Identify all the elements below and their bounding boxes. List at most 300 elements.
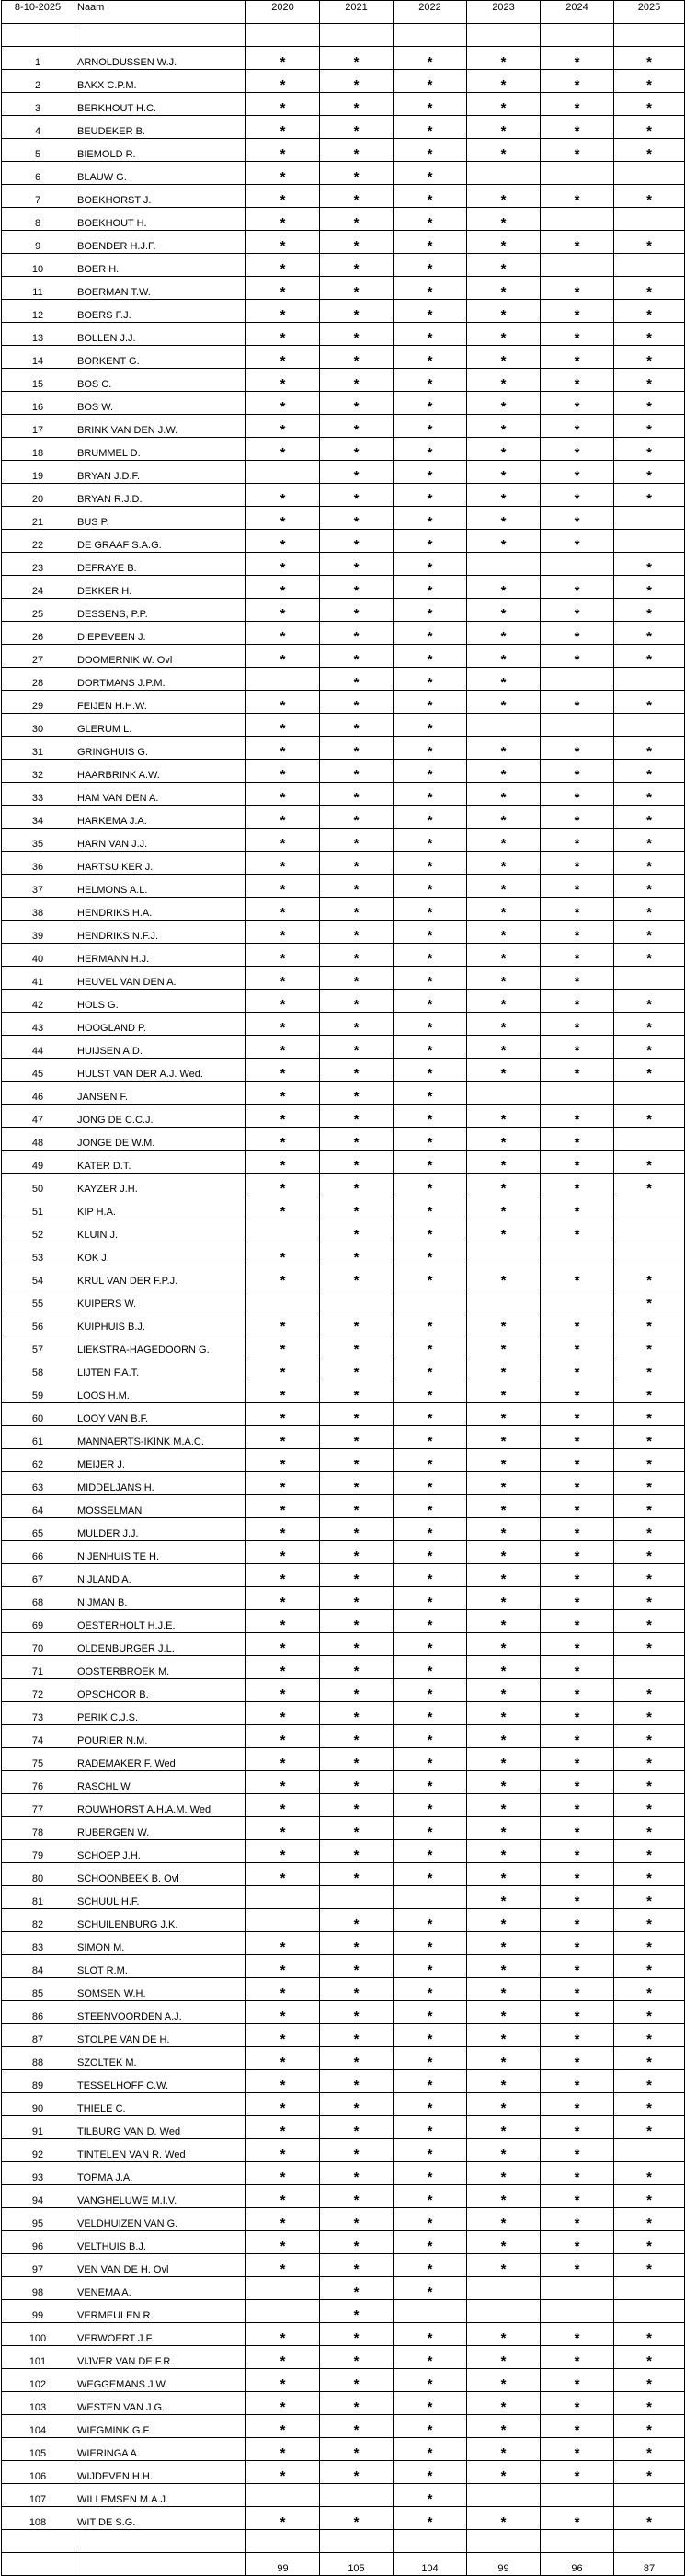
year-mark-2024 [541,1288,614,1311]
year-mark-2021: * [320,1932,394,1955]
year-mark-2024: * [541,2346,614,2369]
year-mark-2024: * [541,1541,614,1564]
year-mark-2024: * [541,2392,614,2415]
member-name: BOENDER H.J.F. [74,231,246,254]
year-mark-2025 [614,1656,685,1679]
year-mark-2023: * [467,116,541,139]
row-number: 85 [2,1978,74,2001]
year-mark-2020: * [246,231,320,254]
year-mark-2023: * [467,2392,541,2415]
year-mark-2023 [467,1082,541,1105]
year-mark-2021: * [320,944,394,967]
year-mark-2024: * [541,2185,614,2208]
member-name: HENDRIKS N.F.J. [74,921,246,944]
year-mark-2023: * [467,1679,541,1702]
year-mark-2024: * [541,852,614,875]
table-row [2,254,685,277]
year-mark-2020: * [246,2162,320,2185]
table-row [2,806,685,829]
year-mark-2023: * [467,1771,541,1794]
year-mark-2022: * [394,944,467,967]
row-number: 34 [2,806,74,829]
row-number: 16 [2,392,74,415]
year-mark-2023: * [467,1059,541,1082]
year-mark-2024: * [541,231,614,254]
totals-row [2,2553,685,2576]
member-name: HOLS G. [74,990,246,1013]
year-mark-2022: * [394,1725,467,1748]
year-mark-2023 [467,2277,541,2300]
year-mark-2021: * [320,1196,394,1219]
year-mark-2024: * [541,461,614,484]
year-mark-2025: * [614,2507,685,2530]
year-mark-2023: * [467,1334,541,1357]
table-row [2,1334,685,1357]
year-mark-2023: * [467,346,541,369]
member-name: BRYAN J.D.F. [74,461,246,484]
row-number: 42 [2,990,74,1013]
member-name: DORTMANS J.P.M. [74,668,246,691]
year-mark-2025: * [614,1932,685,1955]
table-row [2,737,685,760]
table-row [2,2093,685,2116]
table-row [2,1794,685,1817]
table-row [2,162,685,185]
year-mark-2024: * [541,921,614,944]
year-mark-2020: * [246,1265,320,1288]
year-mark-2023: * [467,1357,541,1380]
year-mark-2025: * [614,323,685,346]
year-mark-2025: * [614,346,685,369]
year-mark-2024: * [541,1817,614,1840]
year-mark-2025: * [614,944,685,967]
row-number: 31 [2,737,74,760]
blank-row [2,2530,685,2553]
year-mark-2022: * [394,2070,467,2093]
year-mark-2021: * [320,484,394,507]
year-mark-2025: * [614,599,685,622]
year-mark-2023: * [467,2024,541,2047]
year-mark-2024: * [541,93,614,116]
member-name: JANSEN F. [74,1082,246,1105]
year-mark-2024: * [541,645,614,668]
year-mark-2022: * [394,254,467,277]
year-mark-2024: * [541,1886,614,1909]
year-mark-2020: * [246,162,320,185]
year-mark-2024: * [541,1909,614,1932]
year-mark-2020: * [246,1128,320,1151]
member-name: VANGHELUWE M.I.V. [74,2185,246,2208]
year-mark-2025: * [614,2254,685,2277]
row-number: 21 [2,507,74,530]
table-row [2,1564,685,1587]
year-mark-2022: * [394,1311,467,1334]
year-mark-2023: * [467,1403,541,1426]
year-mark-2025: * [614,1886,685,1909]
year-mark-2022: * [394,1082,467,1105]
year-mark-2020: * [246,2093,320,2116]
year-mark-2020: * [246,875,320,898]
year-mark-2025: * [614,898,685,921]
total-2020: 99 [246,2553,320,2576]
table-row [2,1472,685,1495]
table-row [2,553,685,576]
year-mark-2021: * [320,1334,394,1357]
year-mark-2023: * [467,668,541,691]
blank-cell [394,2530,467,2553]
member-name: DOOMERNIK W. Ovl [74,645,246,668]
year-mark-2021: * [320,852,394,875]
table-row [2,1357,685,1380]
year-mark-2021: * [320,1357,394,1380]
year-mark-2025 [614,1128,685,1151]
year-mark-2021: * [320,1174,394,1196]
year-mark-2024: * [541,1495,614,1518]
year-mark-2025: * [614,1036,685,1059]
year-mark-2020: * [246,1794,320,1817]
year-mark-2024: * [541,2507,614,2530]
year-mark-2020: * [246,783,320,806]
row-number: 62 [2,1449,74,1472]
year-mark-2022: * [394,1105,467,1128]
table-row [2,93,685,116]
year-mark-2022: * [394,2461,467,2484]
row-number: 67 [2,1564,74,1587]
year-mark-2022: * [394,1564,467,1587]
table-row [2,461,685,484]
table-row [2,208,685,231]
table-row [2,1311,685,1334]
year-mark-2020: * [246,47,320,70]
member-name: BERKHOUT H.C. [74,93,246,116]
year-mark-2021: * [320,1242,394,1265]
blank-cell [74,2553,246,2576]
table-row [2,645,685,668]
member-name: DEFRAYE B. [74,553,246,576]
year-mark-2020: * [246,1105,320,1128]
member-name: LOOY VAN B.F. [74,1403,246,1426]
year-mark-2020: * [246,116,320,139]
table-row [2,2254,685,2277]
member-name: SCHOONBEEK B. Ovl [74,1863,246,1886]
table-row [2,1656,685,1679]
year-mark-2022: * [394,737,467,760]
header-year-2020: 2020 [246,1,320,24]
row-number: 90 [2,2093,74,2116]
year-mark-2021: * [320,691,394,714]
year-mark-2020: * [246,2024,320,2047]
year-mark-2022: * [394,530,467,553]
member-name: MIDDELJANS H. [74,1472,246,1495]
year-mark-2020: * [246,1541,320,1564]
year-mark-2023: * [467,1656,541,1679]
row-number: 81 [2,1886,74,1909]
year-mark-2023: * [467,1610,541,1633]
year-mark-2024: * [541,1449,614,1472]
member-name: STEENVOORDEN A.J. [74,2001,246,2024]
year-mark-2025: * [614,1403,685,1426]
year-mark-2021: * [320,139,394,162]
year-mark-2023: * [467,369,541,392]
year-mark-2025: * [614,622,685,645]
blank-cell [246,24,320,47]
year-mark-2024: * [541,484,614,507]
year-mark-2022: * [394,2208,467,2231]
year-mark-2023: * [467,2001,541,2024]
year-mark-2023: * [467,1817,541,1840]
year-mark-2020: * [246,70,320,93]
row-number: 28 [2,668,74,691]
year-mark-2024: * [541,1955,614,1978]
year-mark-2024: * [541,2116,614,2139]
year-mark-2020: * [246,829,320,852]
year-mark-2024: * [541,1610,614,1633]
year-mark-2020: * [246,1656,320,1679]
year-mark-2021: * [320,185,394,208]
year-mark-2021: * [320,2047,394,2070]
member-name: VIJVER VAN DE F.R. [74,2346,246,2369]
year-mark-2021: * [320,277,394,300]
year-mark-2025 [614,530,685,553]
year-mark-2020: * [246,990,320,1013]
year-mark-2023: * [467,1633,541,1656]
year-mark-2022: * [394,231,467,254]
table-row [2,1863,685,1886]
year-mark-2020: * [246,714,320,737]
member-name: NIJLAND A. [74,1564,246,1587]
member-name: OESTERHOLT H.J.E. [74,1610,246,1633]
table-row [2,346,685,369]
table-row [2,1932,685,1955]
member-name: KAYZER J.H. [74,1174,246,1196]
row-number: 15 [2,369,74,392]
year-mark-2022: * [394,2001,467,2024]
member-name: HEUVEL VAN DEN A. [74,967,246,990]
year-mark-2023: * [467,277,541,300]
member-name: MULDER J.J. [74,1518,246,1541]
year-mark-2022: * [394,783,467,806]
year-mark-2025: * [614,93,685,116]
year-mark-2023: * [467,2438,541,2461]
year-mark-2024: * [541,1380,614,1403]
year-mark-2022: * [394,2116,467,2139]
year-mark-2022: * [394,208,467,231]
year-mark-2023 [467,1288,541,1311]
year-mark-2020: * [246,1357,320,1380]
table-row [2,139,685,162]
year-mark-2025: * [614,438,685,461]
row-number: 57 [2,1334,74,1357]
year-mark-2023: * [467,1472,541,1495]
row-number: 10 [2,254,74,277]
year-mark-2025: * [614,1449,685,1472]
year-mark-2021: * [320,1472,394,1495]
row-number: 9 [2,231,74,254]
year-mark-2023: * [467,2116,541,2139]
year-mark-2022: * [394,1380,467,1403]
year-mark-2020: * [246,346,320,369]
table-row [2,2139,685,2162]
year-mark-2025: * [614,1426,685,1449]
row-number: 2 [2,70,74,93]
year-mark-2020: * [246,438,320,461]
table-row [2,1036,685,1059]
year-mark-2021: * [320,921,394,944]
year-mark-2025: * [614,553,685,576]
year-mark-2024: * [541,1863,614,1886]
year-mark-2024: * [541,1403,614,1426]
year-mark-2022: * [394,1541,467,1564]
year-mark-2022: * [394,622,467,645]
blank-cell [2,24,74,47]
year-mark-2020: * [246,392,320,415]
year-mark-2020 [246,1219,320,1242]
year-mark-2020: * [246,1817,320,1840]
year-mark-2023: * [467,484,541,507]
year-mark-2023: * [467,2093,541,2116]
member-name: VEN VAN DE H. Ovl [74,2254,246,2277]
year-mark-2024: * [541,2070,614,2093]
year-mark-2021: * [320,990,394,1013]
year-mark-2025: * [614,829,685,852]
year-mark-2022: * [394,1357,467,1380]
year-mark-2020: * [246,1311,320,1334]
year-mark-2022 [394,2300,467,2323]
member-name: TESSELHOFF C.W. [74,2070,246,2093]
year-mark-2021: * [320,1036,394,1059]
year-mark-2020: * [246,1242,320,1265]
table-row [2,1426,685,1449]
year-mark-2021: * [320,1426,394,1449]
year-mark-2024: * [541,415,614,438]
year-mark-2021: * [320,415,394,438]
year-mark-2023: * [467,829,541,852]
member-name: FEIJEN H.H.W. [74,691,246,714]
year-mark-2021: * [320,2231,394,2254]
year-mark-2025 [614,254,685,277]
year-mark-2025: * [614,1587,685,1610]
year-mark-2023 [467,1242,541,1265]
row-number: 103 [2,2392,74,2415]
year-mark-2021: * [320,2323,394,2346]
table-row [2,760,685,783]
year-mark-2021: * [320,1265,394,1288]
row-number: 11 [2,277,74,300]
year-mark-2021: * [320,47,394,70]
year-mark-2025: * [614,806,685,829]
year-mark-2023: * [467,1426,541,1449]
year-mark-2023: * [467,1886,541,1909]
member-name: POURIER N.M. [74,1725,246,1748]
row-number: 7 [2,185,74,208]
member-name: DEKKER H. [74,576,246,599]
member-name: GLERUM L. [74,714,246,737]
year-mark-2021: * [320,1702,394,1725]
year-mark-2024: * [541,1013,614,1036]
table-row [2,1541,685,1564]
member-name: STOLPE VAN DE H. [74,2024,246,2047]
blank-cell [541,2530,614,2553]
member-name: BOER H. [74,254,246,277]
year-mark-2021: * [320,1817,394,1840]
year-mark-2022: * [394,2024,467,2047]
year-mark-2024: * [541,1748,614,1771]
year-mark-2025: * [614,185,685,208]
row-number: 66 [2,1541,74,1564]
year-mark-2025: * [614,461,685,484]
year-mark-2025 [614,1242,685,1265]
member-name: WILLEMSEN M.A.J. [74,2484,246,2507]
member-name: HAM VAN DEN A. [74,783,246,806]
year-mark-2024: * [541,2231,614,2254]
year-mark-2022: * [394,1472,467,1495]
year-mark-2022: * [394,47,467,70]
year-mark-2025: * [614,1013,685,1036]
year-mark-2021: * [320,1656,394,1679]
row-number: 32 [2,760,74,783]
year-mark-2023: * [467,921,541,944]
table-row [2,829,685,852]
year-mark-2021: * [320,2254,394,2277]
year-mark-2022: * [394,1702,467,1725]
member-name: OPSCHOOR B. [74,1679,246,1702]
year-mark-2024: * [541,1426,614,1449]
year-mark-2022: * [394,1449,467,1472]
year-mark-2020: * [246,208,320,231]
row-number: 80 [2,1863,74,1886]
year-mark-2025: * [614,231,685,254]
table-row [2,1151,685,1174]
year-mark-2023: * [467,1495,541,1518]
year-mark-2020 [246,2300,320,2323]
year-mark-2020: * [246,2507,320,2530]
year-mark-2021: * [320,2139,394,2162]
year-mark-2025: * [614,2208,685,2231]
year-mark-2023: * [467,1151,541,1174]
table-row [2,1219,685,1242]
year-mark-2024: * [541,737,614,760]
year-mark-2024: * [541,576,614,599]
member-name: HULST VAN DER A.J. Wed. [74,1059,246,1082]
table-row [2,1105,685,1128]
member-name: LIEKSTRA-HAGEDOORN G. [74,1334,246,1357]
year-mark-2024: * [541,2024,614,2047]
year-mark-2022: * [394,1518,467,1541]
table-row [2,1059,685,1082]
year-mark-2025: * [614,1059,685,1082]
year-mark-2022: * [394,1955,467,1978]
year-mark-2022: * [394,645,467,668]
year-mark-2023: * [467,2507,541,2530]
year-mark-2024: * [541,2047,614,2070]
header-row [2,1,685,24]
row-number: 73 [2,1702,74,1725]
year-mark-2024: * [541,323,614,346]
year-mark-2024: * [541,1311,614,1334]
year-mark-2024: * [541,990,614,1013]
year-mark-2024: * [541,1702,614,1725]
year-mark-2022: * [394,2231,467,2254]
member-name: KLUIN J. [74,1219,246,1242]
year-mark-2023: * [467,438,541,461]
year-mark-2022: * [394,2323,467,2346]
table-row [2,2484,685,2507]
year-mark-2025: * [614,2070,685,2093]
year-mark-2022: * [394,691,467,714]
year-mark-2025: * [614,1610,685,1633]
row-number: 41 [2,967,74,990]
year-mark-2025 [614,208,685,231]
